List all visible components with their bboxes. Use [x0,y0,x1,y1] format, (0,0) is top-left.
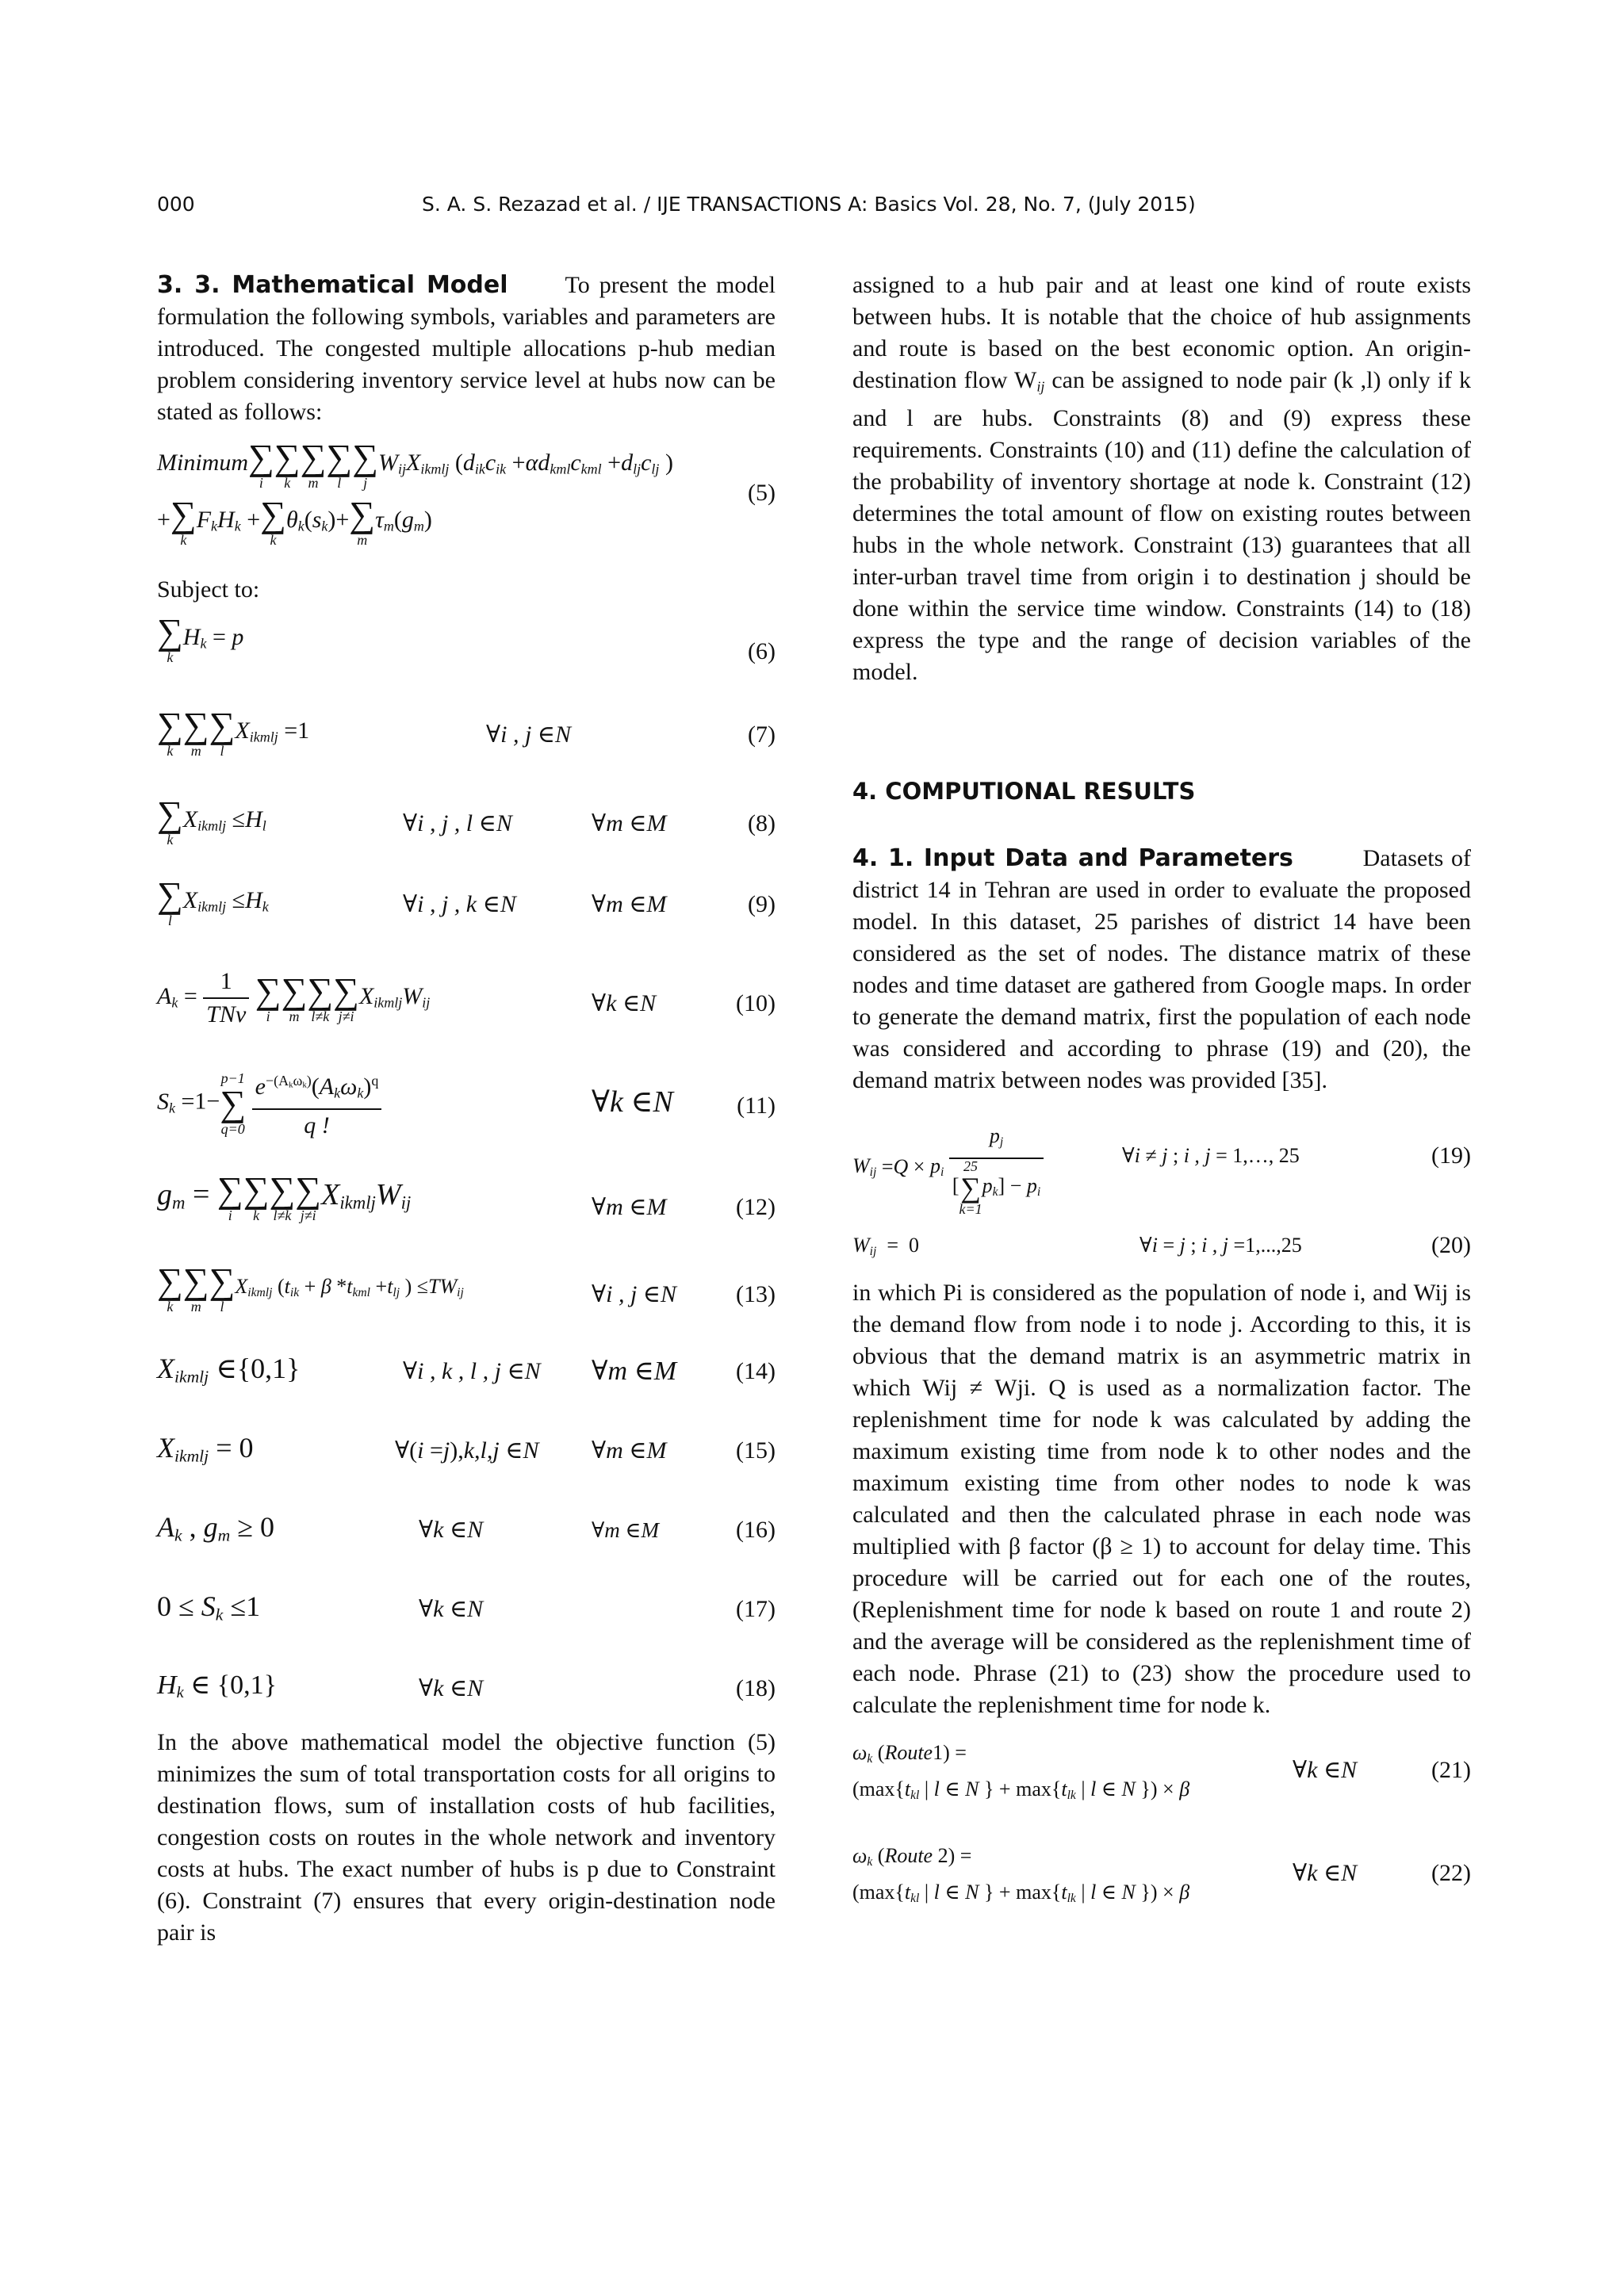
eq-number-11: (11) [737,1093,776,1119]
eq-number-21: (21) [1431,1756,1471,1783]
eq-number-10: (10) [736,990,776,1016]
equation-16: $A_k$ , $g_m \ge 0$ ∀k ∈N ∀m ∈M (16) [157,1511,776,1545]
equation-15: $X_{ikmlj} = 0$ ∀(i =j),k,l,j ∈N ∀m ∈M (15) [157,1432,776,1466]
subject-to: Subject to: [157,576,260,603]
input-data-paragraph: 4. 1. Input Data and Parameters Datasets of district 14 in Tehran are used in order to evaluate the proposed model. In this dataset, 25 parishes of district 14 have been considered as the set of nodes. The distance matrix of these nodes and time dataset are gathered from Google maps. In order to generate the demand matrix, first the population of each node was considered and according to phrase (19) and (20), the demand matrix between nodes was provided [35]. [852,844,1471,1093]
eq-number-22: (22) [1431,1859,1471,1886]
subsection-title-4-1: 4. 1. Input Data and Parameters [852,844,1293,872]
equation-13: ∑ k ∑ m ∑ l $X_{ikmlj}$ ($t_{ik} + \beta$ $*t_{kml} +t_{lj}$ ) $\le TW_{ij}$ ∀i , j ∈N (13) [157,1261,776,1314]
section-title-3-3: 3. 3. Mathematical Model [157,271,508,299]
running-head: S. A. S. Rezazad et al. / IJE TRANSACTIONS A: Basics Vol. 28, No. 7, (July 2015) [422,193,1196,216]
constraints-explanation-paragraph: assigned to a hub pair and at least one kind of route exists between hubs. It is notable that the choice of hub assignments and route is based on the best economic option. An origin-destination flow $W_{ij}$ can be assigned to node pair (k ,l) only if k and l are hubs. Constraints (8) and (9) express these requirements. Constraints (10) and (11) define the calculation of the probability of inventory shortage at node k. Constraint (12) determines the total amount of flow on existing routes between hubs in the whole network. Constraint (13) guarantees that all inter-urban travel time from origin i to destination j should be done within the service time window. Constraints (14) to (18) express the type and the range of decision variables of the model. [852,272,1471,685]
eq-number-14: (14) [736,1358,776,1384]
eq-number-17: (17) [736,1596,776,1622]
eq-number-8: (8) [748,810,776,836]
equation-22: $\omega_k$ (Route 2) = ($\max\{t_{kl}$ | l ∈ N } + $\max\{t_{lk}$ | l ∈ N }) × β ∀k ∈N (22) [852,1843,1471,1905]
eq-number-16: (16) [736,1517,776,1543]
eq-number-19: (19) [1431,1142,1471,1169]
equation-7: ∑ k ∑ m ∑ l $X_{ikmlj} =1$ ∀i , j ∈N (7) [157,705,776,759]
equation-17: $0 \le S_k \le 1$ ∀k ∈N (17) [157,1590,776,1624]
equation-11: $S_k =1-$ p−1 ∑ q=0 $\frac{e^{-(A_k\omega_k)}(A_k\omega_k)^q}{q !}$ ∀k ∈N (11) [157,1065,776,1152]
page-number: 000 [157,193,195,216]
right-column [852,270,1471,1919]
eq-number-15: (15) [736,1437,776,1464]
eq-number-6: (6) [748,638,776,664]
left-column [157,270,776,1949]
objective-explanation-paragraph: In the above mathematical model the objective function (5) minimizes the sum of total transportation costs for all origins to destination flows, sum of installation costs of hub facilities, congestion costs on routes in the whole network and inventory costs at hubs. The exact number of hubs is p due to Constraint (6). Constraint (7) ensures that every origin-destination node pair is [157,1729,776,1946]
eq-number-9: (9) [748,891,776,917]
equation-5: Minimum ∑ i ∑ k ∑ m ∑ l ∑ j $W_{ij}X_{ikmlj}$ ($d_{ik}c_{ik} +\alpha d_{kml}c_{kml} +d_{lj}c_{lj}$ ) + ∑ k $F_kH_k$ + ∑ k $\theta_k(s_k)+$ ∑ m $\tau_m(g_m)$ (5) [157,437,776,548]
equation-21: $\omega_k$ (Route1) = ($\max\{t_{kl}$ | l ∈ N } + $\max\{t_{lk}$ | l ∈ N }) × β ∀k ∈N (21) [852,1740,1471,1802]
eq-number-7: (7) [748,721,776,748]
equation-20: $W_{ij} = 0$ ∀i = j ; i , j =1,...,25 (20) [852,1230,1471,1277]
equation-18: $H_k$ ∈ {0,1} ∀k ∈N (18) [157,1663,776,1727]
equation-19: $W_{ij} =Q \times p_i$ $p_j$ [ 25 ∑ k=1 $p_k] - p_i$ ∀i ≠ j ; i , j = 1,…, 25 (19) [852,1112,1471,1215]
page-header [0,193,1624,224]
equation-9: ∑ l $X_{ikmlj} \le H_k$ ∀i , j , k ∈N ∀m ∈M (9) [157,874,776,928]
demand-matrix-paragraph: in which Pi is considered as the population of node i, and Wij is the demand flow from node i to node j. According to this, it is obvious that the demand matrix is an asymmetric matrix in which Wij ≠ Wji. Q is used as a normalization factor. The replenishment time for node k was calculated by adding the maximum existing time from node k to other nodes and the maximum existing time from other nodes to node k was calculated and then the calculated phrase in each node was multiplied with β factor (β ≥ 1) to account for delay time. This procedure will be carried out for each one of the routes, (Replenishment time for node k based on route 1 and route 2) and the average will be considered as the replenishment time of each node. Phrase (21) to (23) show the procedure used to calculate the replenishment time for node k. [852,1279,1471,1718]
equation-12: $g_m$ = ∑ i ∑ k ∑ l≠k ∑ j≠i $X_{ikmlj}W_{ij}$ ∀m ∈M (12) [157,1169,776,1223]
eq-number-5: (5) [748,480,776,506]
section-title-4: 4. COMPUTIONAL RESULTS [852,777,1196,805]
eq-number-18: (18) [736,1675,776,1701]
equation-6: ∑ k $H_k = p$ (6) [157,614,776,685]
intro-text: To present the model formulation the following symbols, variables and parameters are introduced. The congested multiple allocations p-hub median problem considering inventory service level at hubs now can be stated as follows: [157,272,776,425]
eq-number-20: (20) [1431,1231,1471,1258]
equation-10: $A_k$ = $\frac{1}{\text{TNv}}$ ∑ i ∑ m ∑ l≠k ∑ j≠i $X_{ikmlj}W_{ij}$ ∀k ∈N (10) [157,966,776,1045]
eq-number-12: (12) [736,1194,776,1220]
model-intro-paragraph [157,270,776,428]
equation-14: $X_{ikmlj}$ ∈{0,1} ∀i , k , l , j ∈N ∀m ∈M (14) [157,1353,776,1387]
equation-8: ∑ k $X_{ikmlj} \le H_l$ ∀i , j , l ∈N ∀m ∈M (8) [157,794,776,848]
eq-number-13: (13) [736,1281,776,1307]
